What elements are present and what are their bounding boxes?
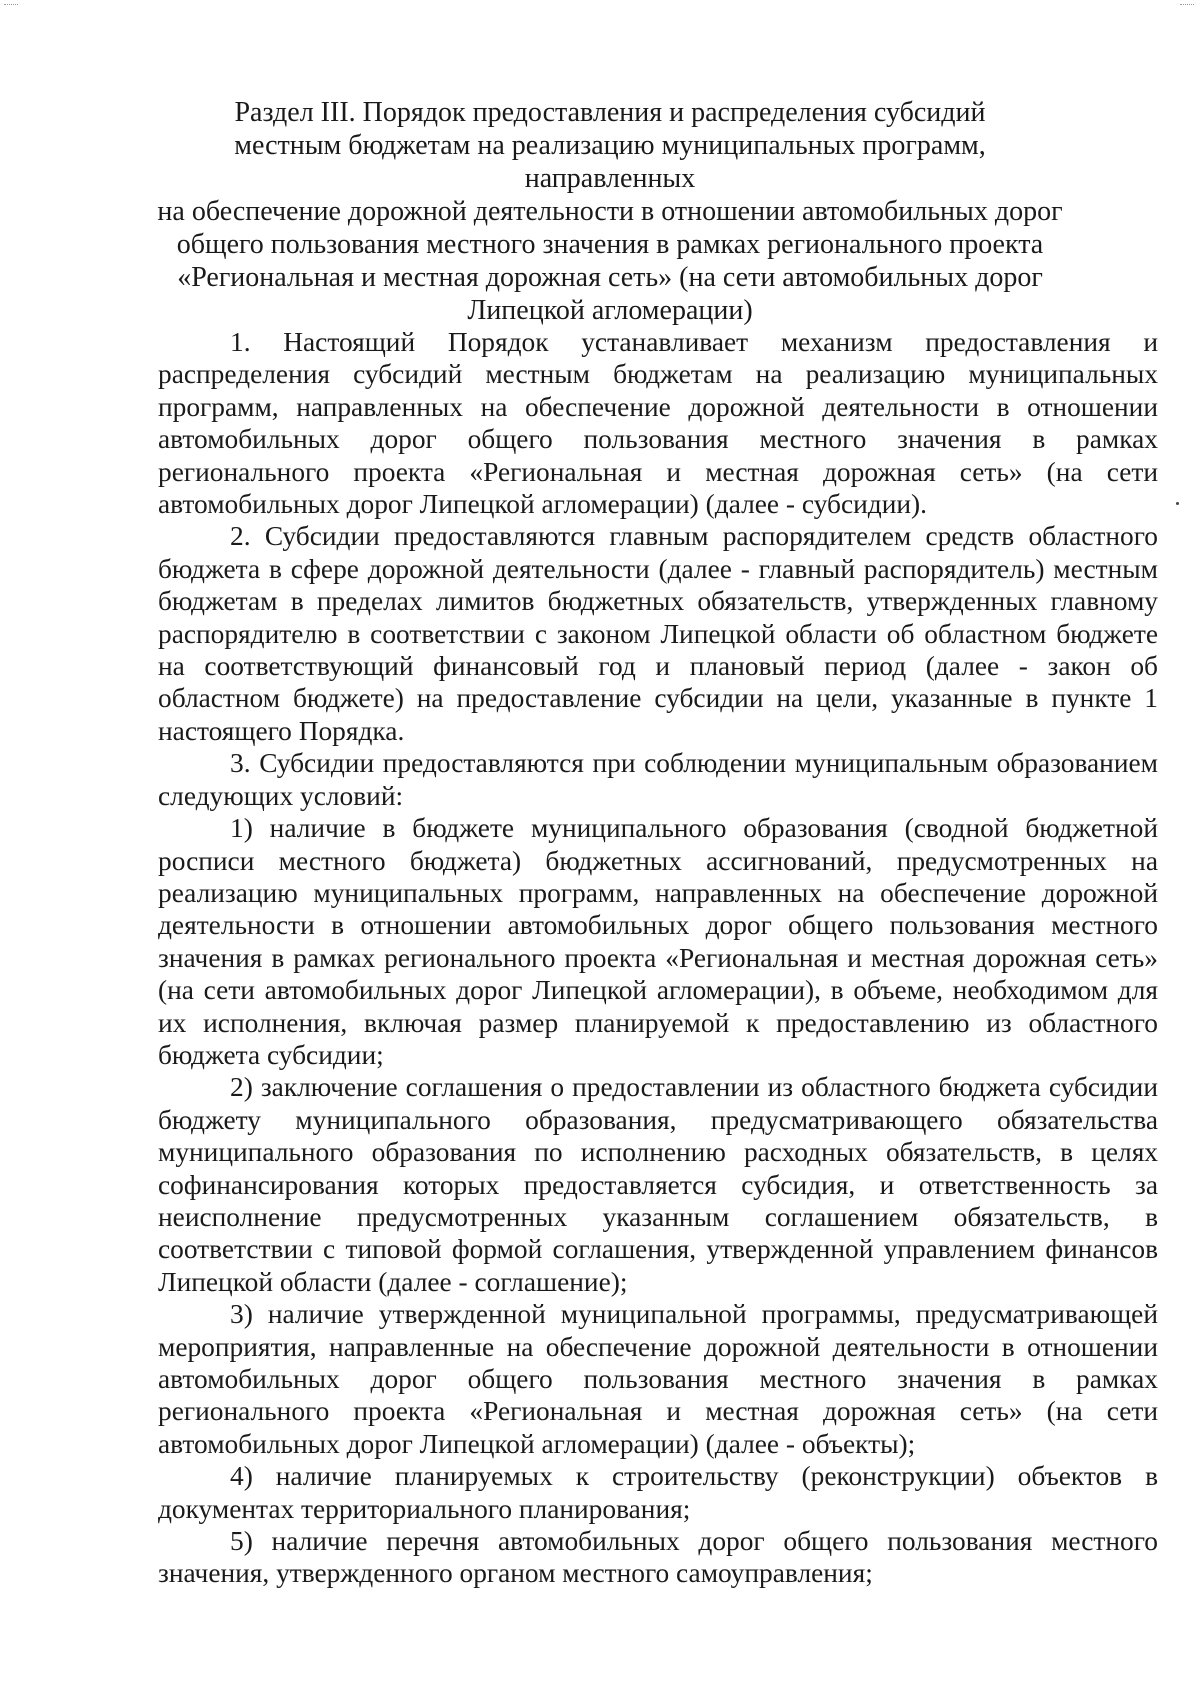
heading-line: Липецкой агломерации)	[467, 295, 753, 326]
section-heading	[150, 96, 1070, 327]
scan-corner-mark	[1180, 4, 1194, 8]
paragraph-item-3: 3. Субсидии предоставляются при соблюдении муниципальным образованием следующих условий:	[158, 748, 1158, 811]
heading-line: общего пользования местного значения в рамках регионального проекта	[176, 229, 1044, 260]
paragraph-item-1: 1. Настоящий Порядок устанавливает механизм предоставления и распределения субсидий местным бюджетам на реализацию муниципальных программ, направленных на обеспечение дорожной деятельности в отношении автомобильных дорог общего пользования местного значения в рамках регионального проекта «Региональная и местная дорожная сеть» (на сети автомобильных дорог Липецкой агломерации) (далее - субсидии).	[158, 327, 1158, 520]
scan-corner-mark	[4, 4, 18, 8]
paragraph-item-2: 2. Субсидии предоставляются главным распорядителем средств областного бюджета в сфере дорожной деятельности (далее - главный распорядитель) местным бюджетам в пределах лимитов бюджетных обязательств, утвержденных главному распорядителю в соответствии с законом Липецкой области об областном бюджете на соответствующий финансовый год и плановый период (далее - закон об областном бюджете) на предоставление субсидии на цели, указанные в пункте 1 настоящего Порядка.	[158, 521, 1158, 746]
heading-line: на обеспечение дорожной деятельности в отношении автомобильных дорог	[157, 196, 1063, 227]
heading-line: «Региональная и местная дорожная сеть» (на сети автомобильных дорог	[177, 262, 1043, 293]
condition-1: 1) наличие в бюджете муниципального образования (сводной бюджетной росписи местного бюджета) бюджетных ассигнований, предусмотренных на реализацию муниципальных программ, направленных на обеспечение дорожной деятельности в отношении автомобильных дорог общего пользования местного значения в рамках регионального проекта «Региональная и местная дорожная сеть» (на сети автомобильных дорог Липецкой агломерации), в объеме, необходимом для их исполнения, включая размер планируемой к предоставлению из областного бюджета субсидии;	[158, 813, 1158, 1070]
condition-5: 5) наличие перечня автомобильных дорог общего пользования местного значения, утвержденного органом местного самоуправления;	[158, 1526, 1158, 1589]
heading-line: местным бюджетам на реализацию муниципальных программ, направленных	[234, 130, 986, 194]
heading-line: Раздел III. Порядок предоставления и распределения субсидий	[234, 97, 986, 128]
document-body	[158, 326, 1158, 1590]
scan-dot	[1176, 502, 1179, 505]
condition-3: 3) наличие утвержденной муниципальной программы, предусматривающей мероприятия, направленные на обеспечение дорожной деятельности в отношении автомобильных дорог общего пользования местного значения в рамках регионального проекта «Региональная и местная дорожная сеть» (на сети автомобильных дорог Липецкой агломерации) (далее - объекты);	[158, 1299, 1158, 1459]
condition-2: 2) заключение соглашения о предоставлении из областного бюджета субсидии бюджету муниципального образования, предусматривающего обязательства муниципального образования по исполнению расходных обязательств, в целях софинансирования которых предоставляется субсидия, и ответственность за неисполнение предусмотренных указанным соглашением обязательств, в соответствии с типовой формой соглашения, утвержденной управлением финансов Липецкой области (далее - соглашение);	[158, 1072, 1158, 1297]
condition-4: 4) наличие планируемых к строительству (реконструкции) объектов в документах территориального планирования;	[158, 1461, 1158, 1524]
